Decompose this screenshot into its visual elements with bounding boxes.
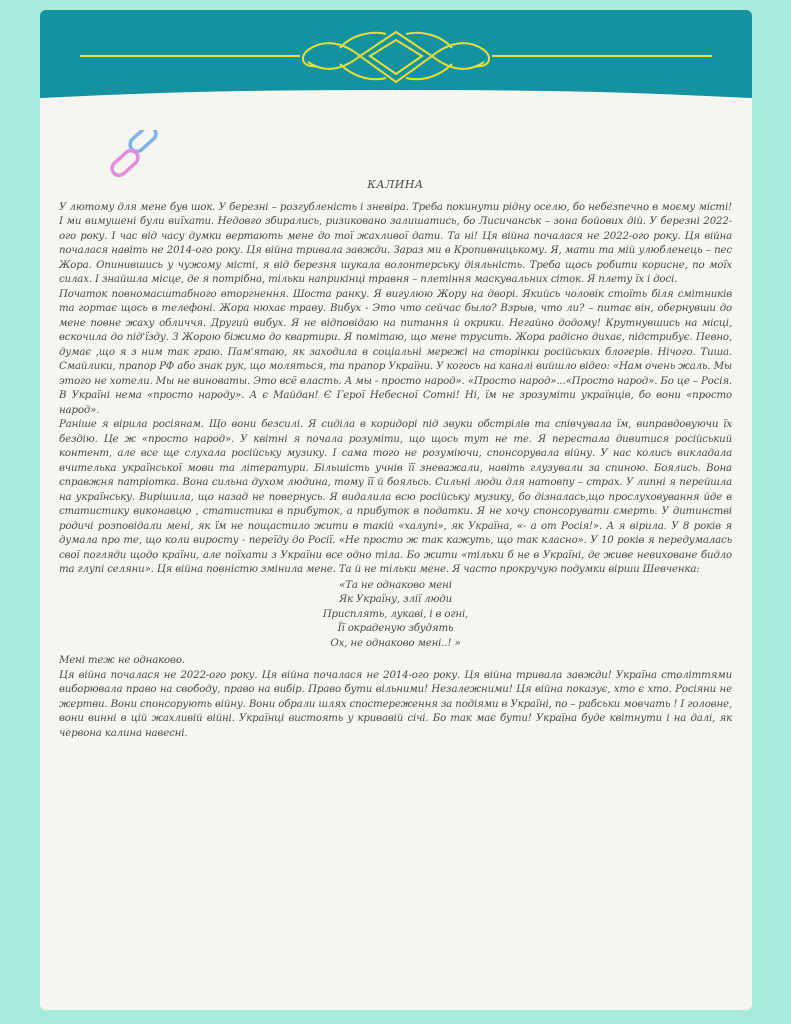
closing-line: Мені теж не однаково. xyxy=(59,655,185,666)
paragraph: Початок повномасштабного вторгнення. Шоста ранку. Я вигулюю Жору на дворі. Якийсь чоловік стоїть біля смітників та гортає щось в телефоні. Жора нюхає траву. Вибух - Это что сейчас было? Взрыв, что ли? – питає він, обернувши до мене повне жаху обличчя. Другий вибух. Я не відповідаю на питання й окрики. Негайно додому! Крутнувшись на місці, вскочила до під'їзду. З Жорою біжимо до квартири. Я помітаю, що мене трусить. Жора радісно дихає, підстрибує. Певно, думає ,що я з ним так граю. Пам'ятаю, як заходила в соціальні мережі на сторінки російських блогерів. Нічого. Тиша. Смайлики, прапор РФ або знак рук, що моляться, та прапор України. У когось на каналі вийшло відео: «Нам очень жаль. Мы этого не хотели. Мы не виноваты. Это всё власть. А мы - просто народ». «Просто народ»...«Просто народ». Бо це – Росія. В Україні нема «просто народу». А є Майдан! Є Герої Небесної Сотні! Ні, їм не зрозуміти українців, бо вони «просто народ». xyxy=(59,288,732,416)
poem-line: Ох, не однаково мені..! » xyxy=(330,637,461,649)
poem-line: Її окраденую збудять xyxy=(337,623,454,634)
story-title: КАЛИНА xyxy=(367,178,424,191)
header-banner xyxy=(40,10,752,120)
story-text xyxy=(59,178,732,741)
paragraph: У лютому для мене був шок. У березні – розгубленість і зневіра. Треба покинути рідну оселю, бо небезпечно в моєму місті! І ми вимушені були виїхати. Недовго збирались, ризиковано залишатись, бо Лисичанськ – зона бойових дій. У березні 2022-ого року. І час від часу думки вертають мене до тої жахливої дати. Та ні! Ця війна почалася не 2022-ого року. Ця війна почалася навіть не 2014-ого року. Ця війна тривала завжди. Зараз ми в Кропивницькому. Я, мати та мій улюбленець – пес Жора. Опинившись у чужому місті, я від березня шукала волонтерську діяльність. Треба щось робити корисне, по моїх силах. І знайшла місце, де я потрібна, тільки наприкінці травня – плетіння маскувальних сіток. Я плету їх і досі. xyxy=(59,201,732,285)
closing-paragraph: Ця війна почалася не 2022-ого року. Ця війна почалася не 2014-ого року. Ця війна тривала завжди! Україна століттями виборювала право на свободу, право на вибір. Право бути вільними! Незалежними! Ця війна показує, хто є хто. Росіяни не жертви. Вони спонсорують війну. Вони обрали шлях спостереження за подіями в Україні, по – рабськи мовчать ! І головне, вони винні в цій жахливій війні. Українці вистоять у кривавій січі. Бо так має бути! Україна буде квітнути і на далі, як червона калина навесні. xyxy=(59,669,732,739)
poem-quote xyxy=(59,579,732,652)
poem-line: «Та не однаково мені xyxy=(339,579,452,591)
poem-line: Як Україну, злії люди xyxy=(338,594,453,605)
poem-line: Присплять, лукаві, і в огні, xyxy=(322,608,469,620)
paragraph: Раніше я вірила росіянам. Що вони безсилі. Я сиділа в коридорі під звуки обстрілів та співчувала їм, виправдовуючи їх бездію. Це ж «просто народ». У квітні я почала розуміти, що щось тут не те. Я перестала дивитися російський контент, але все ще слухала російську музику. І сама того не розуміючи, спонсорувала війну. У нас колись викладала вчителька української мови та літератури. Більшість учнів її зневажали, навіть глузували за спиною. Боялись. Вона справжня патріотка. Вона сильна духом людина, тому її й бояльсь. Сильні люди для натовпу – страх. У липні я перейшла на українську. Вирішила, що назад не повернусь. Я видалила всю російську музику, бо дізналась,що прослуховування йде в статистику виконавцю , статистика в прибуток, а прибуток в податки. Я не хочу спонсорувати смерть. У дитинстві родичі розповідали мені, як їм не пощастило жити в такій «халупі», як Україна, «- а от Росія!». А я вірила. У 8 років я думала про те, що коли виросту - переїду до Росії. «Не просто ж так кажуть, що так класно». У 10 років я передумалась свої погляди щодо країни, але поїхати з України все одно тіла. Бо жити «тільки б не в Україні, де живе невиховане бидло та глупі селяни». Ця війна повністю змінила мене. Та й не тільки мене. Я часто прокручую подумки вірши Шевченка: xyxy=(59,419,732,575)
chain-link-icon xyxy=(106,130,162,180)
